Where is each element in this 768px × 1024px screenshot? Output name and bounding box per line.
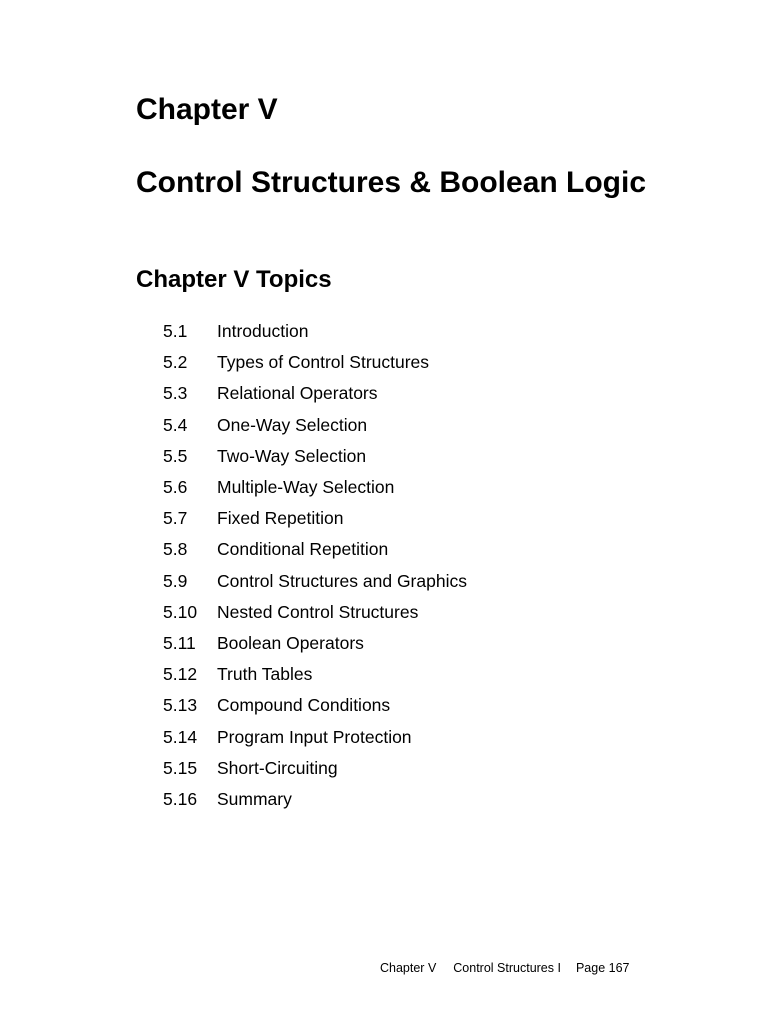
chapter-title: Control Structures & Boolean Logic [136,166,647,199]
chapter-label: Chapter V [136,93,278,126]
topic-item [163,690,467,721]
topics-heading: Chapter V Topics [136,266,332,293]
topic-number: 5.9 [163,570,188,591]
topic-title: Truth Tables [217,664,313,685]
topic-item [163,378,467,409]
topic-title: Two-Way Selection [217,445,367,466]
topic-title: Compound Conditions [217,695,391,716]
topic-number: 5.2 [163,352,188,373]
topic-item [163,628,467,659]
topic-title: Introduction [217,321,309,342]
topic-item [163,597,467,628]
topic-title: Control Structures and Graphics [217,570,467,591]
topic-item [163,410,467,441]
topic-title: Summary [217,788,292,809]
page-footer [380,961,630,975]
topic-title: Multiple-Way Selection [217,477,395,498]
topic-title: Relational Operators [217,383,378,404]
topic-item [163,472,467,503]
topic-number: 5.8 [163,539,188,560]
topic-item [163,441,467,472]
footer-section: Control Structures I [453,961,561,975]
topic-item [163,721,467,752]
topic-number: 5.1 [163,321,188,342]
topic-item [163,566,467,597]
topic-item [163,659,467,690]
topic-number: 5.6 [163,477,188,498]
topic-title: Types of Control Structures [217,352,430,373]
topic-number: 5.3 [163,383,188,404]
topic-number: 5.16 [163,788,198,809]
topic-item [163,347,467,378]
topic-title: Program Input Protection [217,726,412,747]
topic-number: 5.5 [163,445,188,466]
topic-number: 5.4 [163,414,188,435]
topic-title: One-Way Selection [217,414,368,435]
topic-title: Nested Control Structures [217,601,419,622]
topic-number: 5.10 [163,601,198,622]
topic-number: 5.7 [163,508,188,529]
topic-title: Conditional Repetition [217,539,389,560]
footer-page-number: Page 167 [575,961,630,975]
topic-item [163,753,467,784]
topic-item [163,316,467,347]
topic-number: 5.13 [163,695,198,716]
topic-number: 5.14 [163,726,198,747]
topic-number: 5.15 [163,757,198,778]
footer-chapter: Chapter V [380,961,437,975]
topics-list [163,316,467,815]
topic-title: Fixed Repetition [217,508,344,529]
topic-title: Boolean Operators [217,632,364,653]
topic-item [163,534,467,565]
topic-title: Short-Circuiting [217,757,338,778]
topic-item [163,784,467,815]
topic-item [163,503,467,534]
topic-number: 5.12 [163,664,198,685]
topic-number: 5.11 [163,632,196,653]
